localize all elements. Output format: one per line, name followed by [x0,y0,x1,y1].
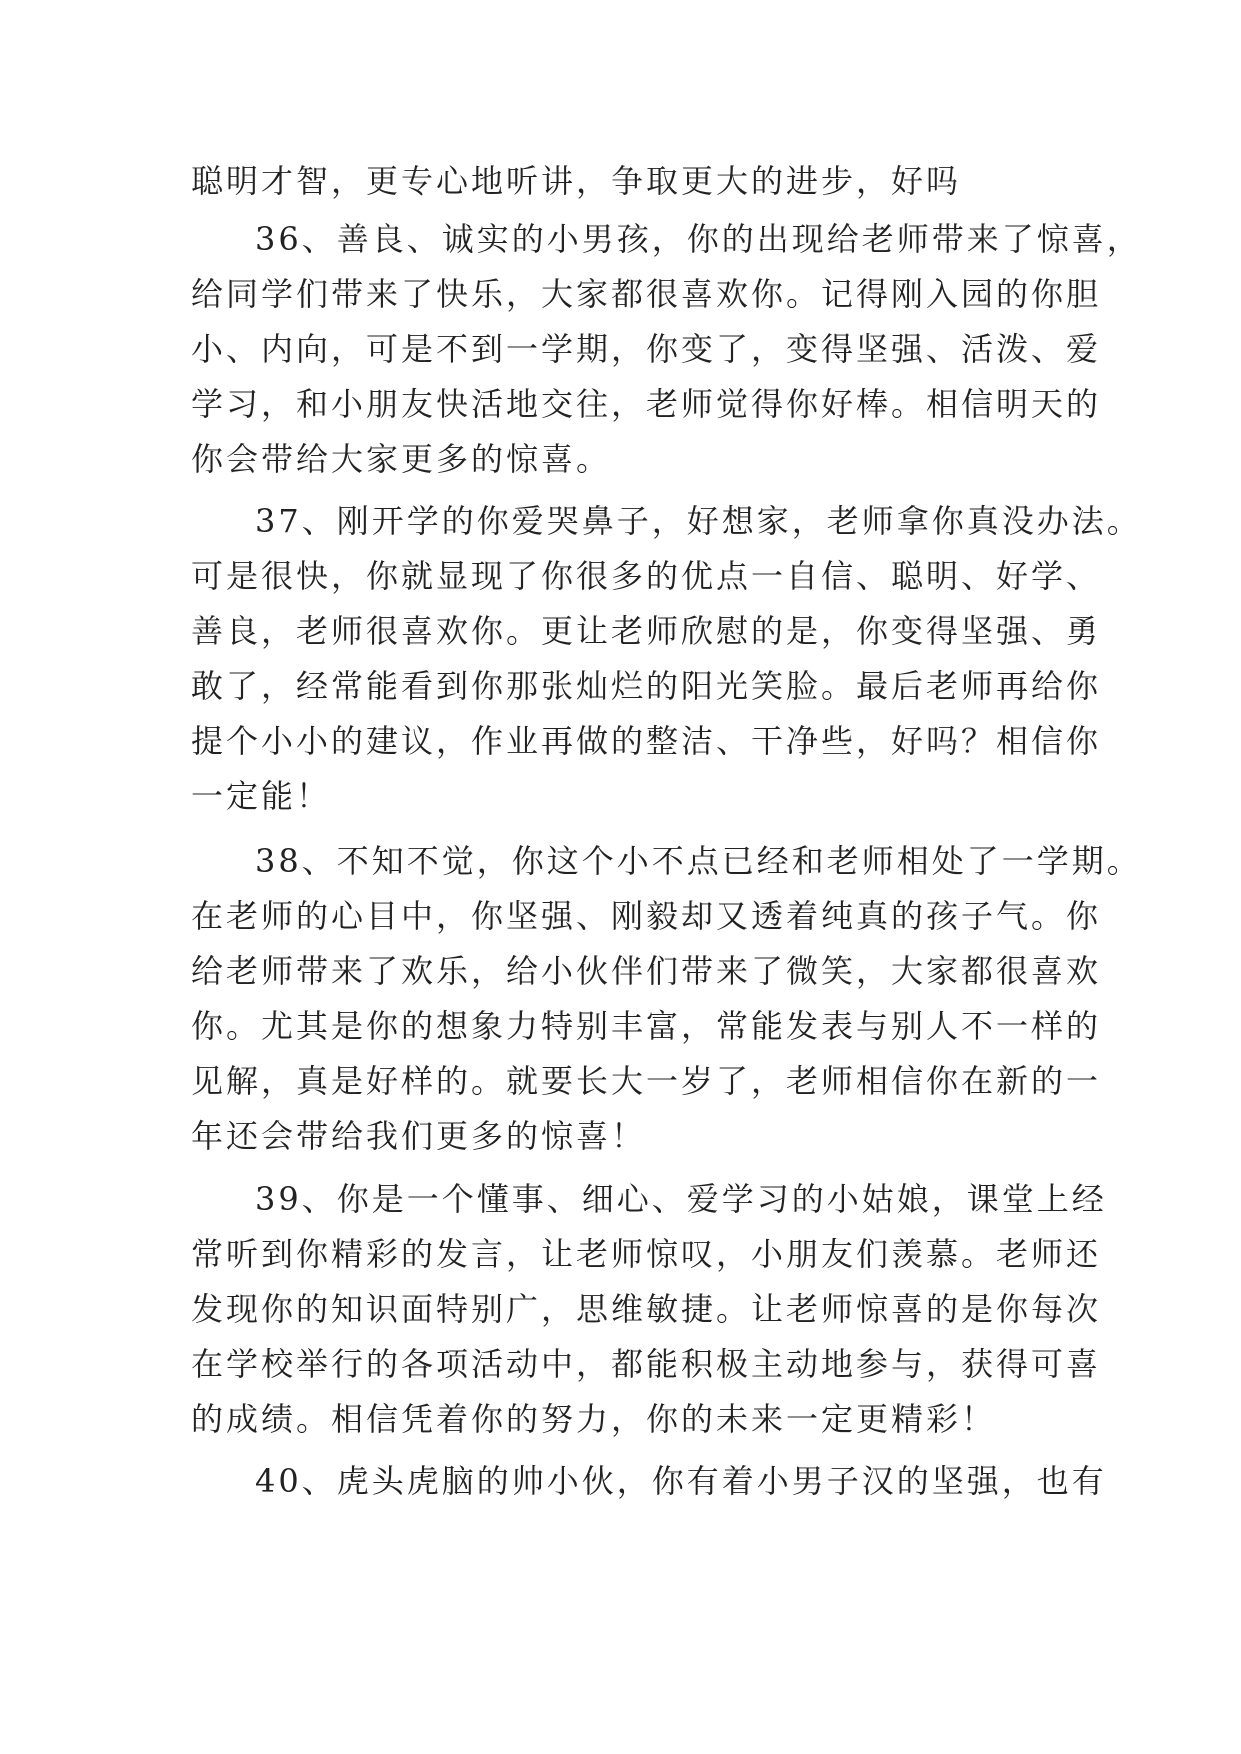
text-line: 敢了，经常能看到你那张灿烂的阳光笑脸。最后老师再给你 [191,667,1102,705]
text-line: 发现你的知识面特别广，思维敏捷。让老师惊喜的是你每次 [191,1290,1102,1328]
text-line: 你。尤其是你的想象力特别丰富，常能发表与别人不一样的 [191,1007,1102,1045]
text-line: 给老师带来了欢乐，给小伙伴们带来了微笑，大家都很喜欢 [191,952,1102,990]
text-line: 一定能！ [191,777,332,815]
paragraph-38-start: 38、不知不觉，你这个小不点已经和老师相处了一学期。 [255,842,1142,880]
paragraph-39-start: 39、你是一个懂事、细心、爱学习的小姑娘，课堂上经 [255,1180,1107,1218]
text-line: 善良，老师很喜欢你。更让老师欣慰的是，你变得坚强、勇 [191,612,1102,650]
text-line: 见解，真是好样的。就要长大一岁了，老师相信你在新的一 [191,1062,1102,1100]
text-line: 给同学们带来了快乐，大家都很喜欢你。记得刚入园的你胆 [191,275,1102,313]
paragraph-40-start: 40、虎头虎脑的帅小伙，你有着小男子汉的坚强，也有 [255,1462,1107,1500]
text-line: 小、内向，可是不到一学期，你变了，变得坚强、活泼、爱 [191,330,1102,368]
text-line: 提个小小的建议，作业再做的整洁、干净些，好吗？相信你 [191,722,1102,760]
text-line: 在学校举行的各项活动中，都能积极主动地参与，获得可喜 [191,1345,1102,1383]
text-line: 学习，和小朋友快活地交往，老师觉得你好棒。相信明天的 [191,385,1102,423]
paragraph-37-start: 37、刚开学的你爱哭鼻子，好想家，老师拿你真没办法。 [255,502,1142,540]
text-line: 聪明才智，更专心地听讲，争取更大的进步，好吗 [191,162,962,200]
text-line: 在老师的心目中，你坚强、刚毅却又透着纯真的孩子气。你 [191,897,1102,935]
text-line: 常听到你精彩的发言，让老师惊叹，小朋友们羡慕。老师还 [191,1235,1102,1273]
text-line: 你会带给大家更多的惊喜。 [191,440,612,478]
text-line: 的成绩。相信凭着你的努力，你的未来一定更精彩！ [191,1400,997,1438]
paragraph-36-start: 36、善良、诚实的小男孩，你的出现给老师带来了惊喜， [255,220,1142,258]
text-line: 可是很快，你就显现了你很多的优点一自信、聪明、好学、 [191,557,1102,595]
text-line: 年还会带给我们更多的惊喜！ [191,1117,647,1155]
